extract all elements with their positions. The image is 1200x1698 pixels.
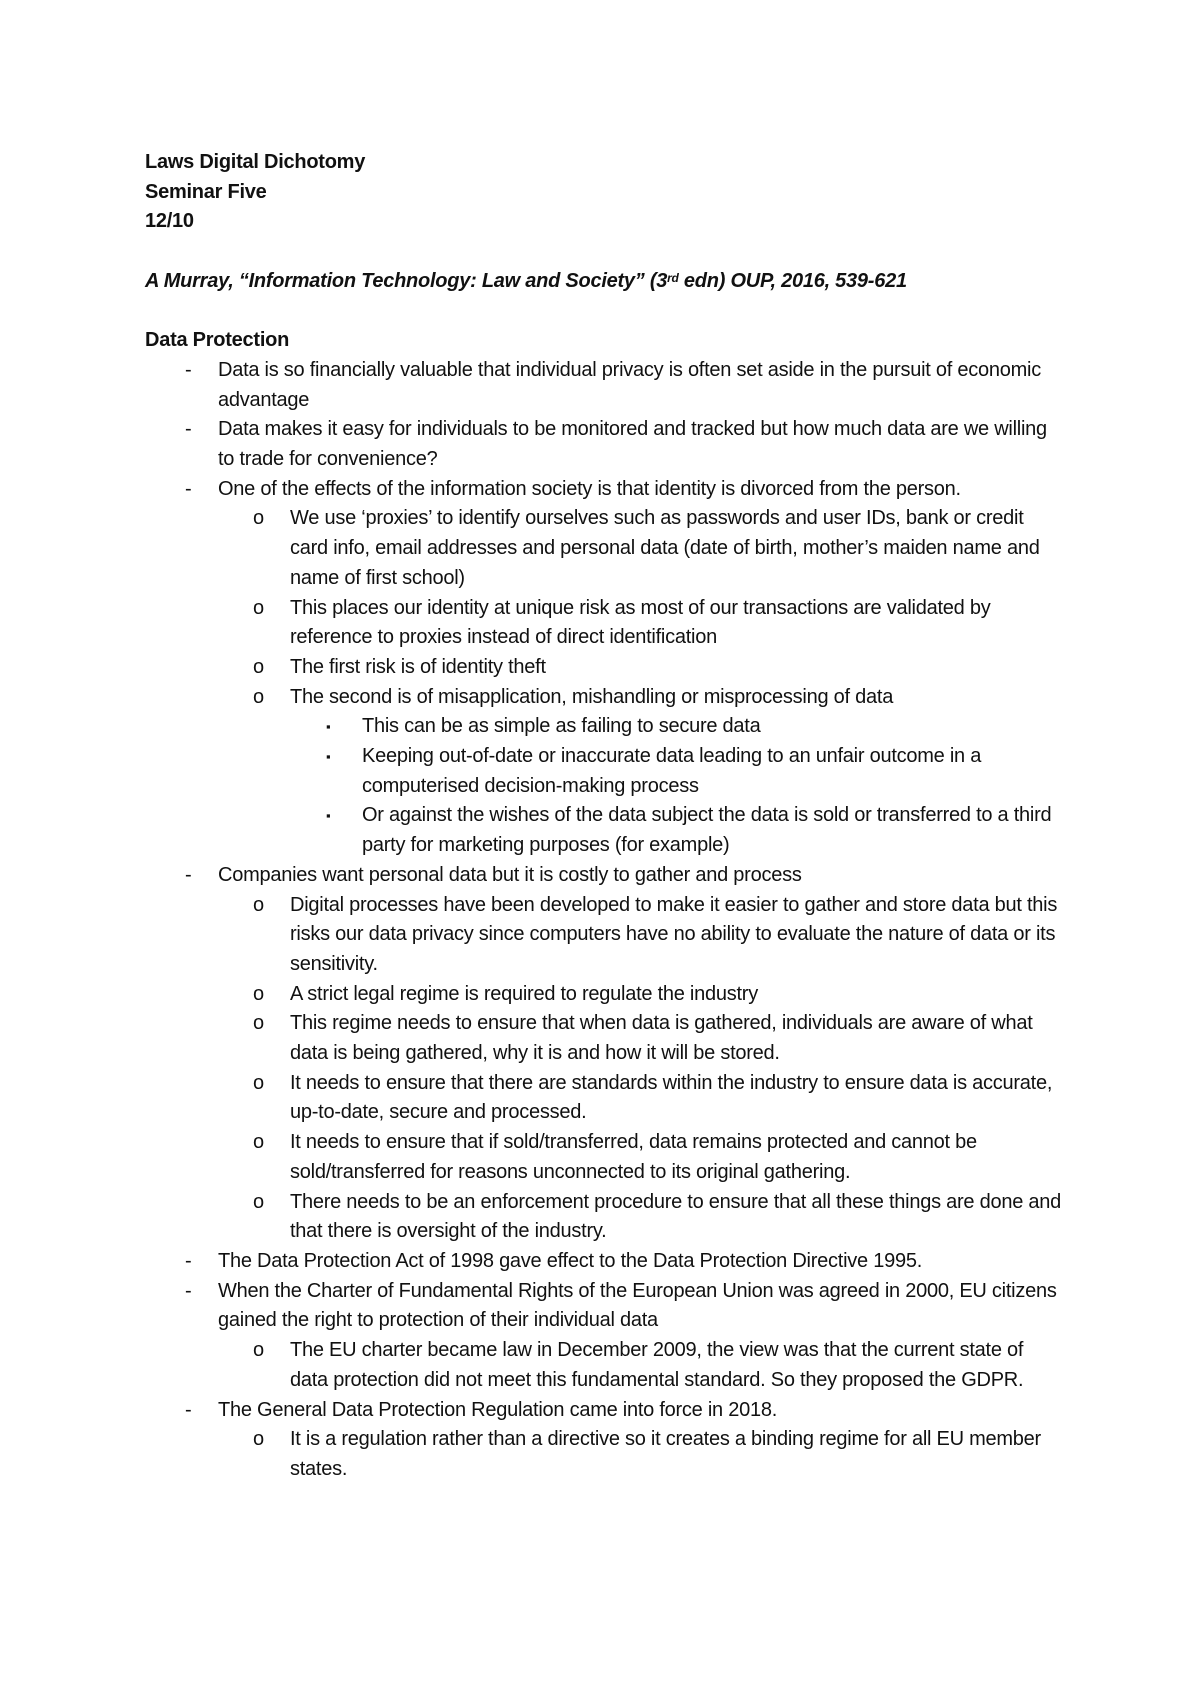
dash-bullet-icon: -	[185, 863, 192, 886]
note-item	[145, 980, 1065, 1010]
note-item	[145, 504, 1065, 593]
circle-bullet-icon: o	[253, 685, 264, 708]
circle-bullet-icon: o	[253, 982, 264, 1005]
note-text: Or against the wishes of the data subject the data is sold or transferred to a third party for marketing purposes (for example)	[362, 804, 1052, 857]
dash-bullet-icon: -	[185, 418, 192, 441]
spacer	[145, 237, 1065, 267]
note-item	[145, 1188, 1065, 1247]
circle-bullet-icon: o	[253, 1012, 264, 1035]
note-text: Companies want personal data but it is costly to gather and process	[218, 863, 802, 886]
note-text: Data makes it easy for individuals to be monitored and tracked but how much data are we willing to trade for convenience?	[218, 418, 1047, 470]
notes-list	[145, 356, 1065, 1485]
note-text: This can be as simple as failing to secure data	[362, 715, 761, 738]
note-item	[145, 1277, 1065, 1336]
seminar-date: 12/10	[145, 210, 194, 233]
note-item	[145, 1396, 1065, 1426]
note-item	[145, 356, 1065, 415]
note-item	[145, 861, 1065, 891]
circle-bullet-icon: o	[253, 596, 264, 619]
course-title: Laws Digital Dichotomy	[145, 151, 366, 173]
circle-bullet-icon: o	[253, 1190, 264, 1213]
note-text: It needs to ensure that there are standards within the industry to ensure data is accurate, up-to-date, secure and processed.	[290, 1071, 1053, 1124]
note-text: When the Charter of Fundamental Rights of the European Union was agreed in 2000, EU citizens gained the right to protection of their individual data	[218, 1279, 1057, 1332]
note-item	[145, 683, 1065, 713]
note-item	[145, 415, 1065, 474]
square-bullet-icon: ▪	[326, 808, 331, 824]
note-text: Data is so financially valuable that individual privacy is often set aside in the pursuit of economic advantage	[218, 358, 1041, 411]
dash-bullet-icon: -	[185, 1279, 192, 1302]
note-text: The EU charter became law in December 2009, the view was that the current state of data protection did not meet this fundamental standard. So they proposed the GDPR.	[290, 1339, 1024, 1391]
note-item	[145, 594, 1065, 653]
note-item	[145, 653, 1065, 683]
note-item	[145, 801, 1065, 860]
reference-superscript: rd	[667, 270, 679, 285]
reference-text-start: A Murray, “Information Technology: Law and Society” (3	[145, 269, 668, 292]
note-text: The General Data Protection Regulation came into force in 2018.	[218, 1398, 778, 1421]
reading-reference	[145, 267, 1065, 297]
document-body	[145, 148, 1065, 1485]
section-heading: Data Protection	[145, 329, 290, 352]
dash-bullet-icon: -	[185, 1249, 192, 1272]
circle-bullet-icon: o	[253, 507, 264, 530]
circle-bullet-icon: o	[253, 1071, 264, 1094]
note-item	[145, 1009, 1065, 1068]
circle-bullet-icon: o	[253, 655, 264, 678]
note-item	[145, 1247, 1065, 1277]
note-text: This places our identity at unique risk as most of our transactions are validated by reference to proxies instead of direct identification	[290, 596, 991, 649]
note-text: It is a regulation rather than a directive so it creates a binding regime for all EU member states.	[290, 1428, 1041, 1480]
circle-bullet-icon: o	[253, 1428, 264, 1451]
note-text: The first risk is of identity theft	[290, 655, 546, 678]
note-text: One of the effects of the information society is that identity is divorced from the person.	[218, 477, 961, 500]
note-text: Digital processes have been developed to make it easier to gather and store data but this risks our data privacy since computers have no ability to evaluate the nature of data or its sensitivity.	[290, 893, 1058, 975]
note-text: This regime needs to ensure that when data is gathered, individuals are aware of what data is being gathered, why it is and how it will be stored.	[290, 1012, 1033, 1065]
seminar-title: Seminar Five	[145, 180, 267, 203]
note-item	[145, 1128, 1065, 1187]
note-item	[145, 712, 1065, 742]
note-item	[145, 1336, 1065, 1395]
note-item	[145, 891, 1065, 980]
circle-bullet-icon: o	[253, 893, 264, 916]
note-text: Keeping out-of-date or inaccurate data leading to an unfair outcome in a computerised decision-making process	[362, 745, 982, 797]
note-item	[145, 1069, 1065, 1128]
dash-bullet-icon: -	[185, 358, 192, 381]
spacer	[145, 297, 1065, 327]
note-text: The Data Protection Act of 1998 gave effect to the Data Protection Directive 1995.	[218, 1249, 923, 1272]
dash-bullet-icon: -	[185, 477, 192, 500]
note-text: We use ‘proxies’ to identify ourselves such as passwords and user IDs, bank or credit card info, email addresses and personal data (date of birth, mother’s maiden name and name of first school)	[290, 507, 1040, 589]
reference-text-end: edn) OUP, 2016, 539-621	[678, 269, 907, 292]
note-text: A strict legal regime is required to regulate the industry	[290, 982, 758, 1005]
note-item	[145, 475, 1065, 505]
note-text: It needs to ensure that if sold/transferred, data remains protected and cannot be sold/transferred for reasons unconnected to its original gathering.	[290, 1131, 977, 1183]
circle-bullet-icon: o	[253, 1339, 264, 1362]
dash-bullet-icon: -	[185, 1398, 192, 1421]
note-item	[145, 1425, 1065, 1484]
square-bullet-icon: ▪	[326, 719, 331, 735]
square-bullet-icon: ▪	[326, 749, 331, 765]
note-item	[145, 742, 1065, 801]
circle-bullet-icon: o	[253, 1131, 264, 1154]
note-text: There needs to be an enforcement procedure to ensure that all these things are done and that there is oversight of the industry.	[290, 1190, 1062, 1243]
note-text: The second is of misapplication, mishandling or misprocessing of data	[290, 685, 894, 708]
